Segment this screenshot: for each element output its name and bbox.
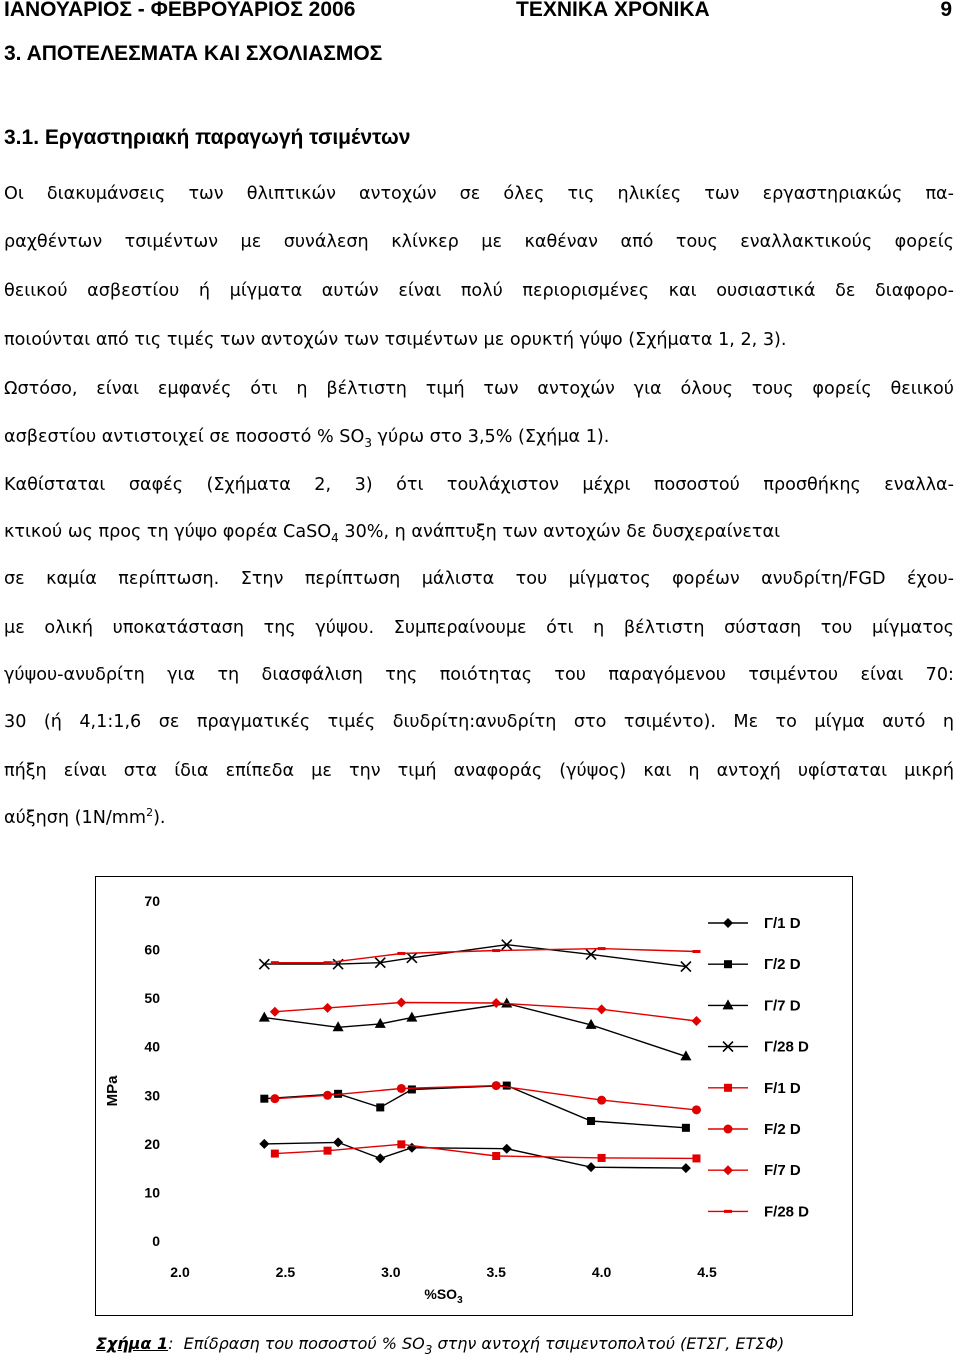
data-point	[259, 1139, 269, 1149]
x-tick-label: 2.5	[275, 1264, 296, 1280]
data-point	[492, 949, 500, 952]
body-line: ραχθέντων τσιμέντων με συνάλεση κλίνκερ με καθέναν από τους εναλλακτικούς φορείς	[4, 232, 954, 252]
strength-chart	[96, 877, 854, 1317]
data-point	[597, 1096, 606, 1105]
data-point	[492, 1081, 501, 1090]
data-point	[324, 961, 332, 964]
x-axis-title-subscript: 3	[457, 1295, 463, 1306]
y-tick-label: 70	[144, 893, 160, 909]
data-point	[376, 1103, 384, 1111]
page-number: 9	[940, 0, 952, 21]
body-line: Ωστόσο, είναι εμφανές ότι η βέλτιστη τιμή των αντοχών για όλους τους φορείς θειικού	[4, 379, 954, 399]
data-point	[323, 1091, 332, 1100]
body-line: 30 (ή 4,1:1,6 σε πραγματικές τιμές διυδρίτη:ανυδρίτη στο τσιμέντο). Με το μίγμα αυτό η	[4, 712, 954, 732]
data-point	[397, 1140, 405, 1148]
section-title: 3. ΑΠΟΤΕΛΕΣΜΑΤΑ ΚΑΙ ΣΧΟΛΙΑΣΜΟΣ	[4, 42, 383, 65]
body-text-run: ασβεστίου αντιστοιχεί σε ποσοστό % SO	[4, 427, 365, 447]
body-text-run: ).	[153, 808, 166, 828]
legend-marker	[724, 1084, 732, 1092]
data-point	[692, 1154, 700, 1162]
data-point	[271, 1150, 279, 1158]
data-point	[492, 1152, 500, 1160]
data-point	[407, 1143, 417, 1153]
issue-date: ΙΑΝΟΥΑΡΙΟΣ - ΦΕΒΡΟΥΑΡΙΟΣ 2006	[4, 0, 356, 21]
data-point	[271, 961, 279, 964]
body-text-run: κτικού ως προς τη γύψο φορέα CaSO	[4, 522, 332, 542]
legend-label: Γ/7 D	[764, 997, 801, 1015]
caption-label: Σχήμα 1	[96, 1334, 169, 1353]
caption-colon: :	[168, 1334, 174, 1353]
caption-text: Επίδραση του ποσοστού % SO	[183, 1334, 425, 1353]
body-line: γύψου-ανυδρίτη για τη διασφάλιση της ποιότητας του παραγόμενου τσιμέντου είναι 70:	[4, 665, 954, 685]
data-point	[397, 1084, 406, 1093]
data-point	[375, 1153, 385, 1163]
page-header	[4, 0, 952, 24]
legend-label: F/1 D	[764, 1079, 801, 1097]
x-tick-label: 2.0	[170, 1264, 190, 1280]
data-point	[586, 1162, 596, 1172]
data-point	[501, 997, 512, 1007]
x-axis-title	[424, 1286, 463, 1306]
data-point	[333, 1137, 343, 1147]
body-text-run: αύξηση (1N/mm	[4, 808, 147, 828]
series-line	[264, 1142, 686, 1168]
data-point	[502, 1144, 512, 1154]
legend-marker	[723, 918, 733, 928]
x-axis-title-text: %SO	[424, 1286, 458, 1302]
data-point	[259, 1012, 270, 1022]
x-tick-label: 3.0	[381, 1264, 401, 1280]
y-tick-label: 0	[152, 1233, 160, 1249]
body-text-run: γύρω στο 3,5% (Σχήμα 1).	[371, 427, 610, 447]
legend-label: F/28 D	[764, 1203, 810, 1221]
y-axis-title: MPa	[104, 1075, 121, 1107]
legend-marker	[724, 1210, 732, 1213]
legend-label: Γ/1 D	[764, 915, 801, 932]
data-point	[270, 1094, 279, 1103]
x-tick-label: 3.5	[486, 1264, 506, 1280]
y-tick-label: 50	[144, 990, 160, 1007]
series-line	[275, 949, 697, 963]
data-point	[691, 1016, 701, 1026]
data-point	[598, 1154, 606, 1162]
data-point	[598, 947, 606, 950]
caption-subscript: 3	[424, 1343, 433, 1357]
data-point	[323, 1003, 333, 1013]
data-point	[408, 1085, 416, 1093]
y-tick-label: 30	[144, 1087, 160, 1104]
figure-caption	[96, 1334, 785, 1357]
subsection-title: 3.1. Εργαστηριακή παραγωγή τσιμέντων	[4, 126, 411, 149]
chart-frame	[95, 876, 853, 1316]
data-point	[324, 1147, 332, 1155]
data-point	[503, 1082, 511, 1090]
data-point	[491, 998, 501, 1008]
body-line: σε καμία περίπτωση. Στην περίπτωση μάλιστα του μίγματος φορέων ανυδρίτη/FGD έχου-	[4, 569, 954, 589]
y-tick-label: 40	[144, 1038, 160, 1055]
series-line	[275, 1003, 697, 1022]
body-line: Καθίσταται σαφές (Σχήματα 2, 3) ότι τουλάχιστον μέχρι ποσοστού προσθήκης εναλλα-	[4, 475, 954, 495]
legend-label: Γ/2 D	[764, 956, 801, 974]
x-tick-label: 4.0	[591, 1264, 612, 1280]
data-point	[682, 1124, 690, 1132]
data-point	[396, 998, 406, 1008]
data-point	[692, 1105, 701, 1114]
data-point	[270, 1007, 280, 1017]
body-line: ποιούνται από τις τιμές των αντοχών των τσιμέντων με ορυκτή γύψο (Σχήματα 1, 2, 3).	[4, 330, 787, 350]
subscript: 3	[364, 436, 372, 450]
superscript: 2	[146, 806, 154, 819]
data-point	[397, 952, 405, 955]
body-line: Οι διακυμάνσεις των θλιπτικών αντοχών σε όλες τις ηλικίες των εργαστηριακώς πα-	[4, 184, 954, 204]
data-point	[692, 950, 700, 953]
legend-marker	[724, 1125, 733, 1134]
body-line	[4, 427, 610, 450]
data-point	[597, 1004, 607, 1014]
caption-text: στην αντοχή τσιμεντοπολτού (ΕΤΣΓ, ΕΤΣΦ)	[432, 1334, 785, 1353]
data-point	[260, 1095, 268, 1103]
legend-label: F/2 D	[764, 1121, 801, 1138]
legend-marker	[724, 960, 732, 968]
y-tick-label: 20	[144, 1135, 160, 1152]
body-line	[4, 808, 166, 828]
body-line: πήξη είναι στα ίδια επίπεδα με την τιμή αναφοράς (γύψος) και η αντοχή υφίσταται μικρή	[4, 761, 954, 781]
legend-marker	[723, 1165, 733, 1175]
journal-title: ΤΕΧΝΙΚΑ ΧΡΟΝΙΚΑ	[516, 0, 710, 21]
legend-marker	[723, 999, 734, 1009]
x-tick-label: 4.5	[697, 1264, 717, 1280]
y-tick-label: 10	[144, 1184, 160, 1201]
subscript: 4	[331, 531, 339, 545]
body-line: με ολική υποκατάσταση της γύψου. Συμπεραίνουμε ότι η βέλτιστη σύσταση του μίγματος	[4, 618, 954, 638]
data-point	[587, 1117, 595, 1125]
body-line	[4, 522, 954, 545]
data-point	[681, 1163, 691, 1173]
legend-label: Γ/28 D	[764, 1038, 809, 1056]
body-text-run: 30%, η ανάπτυξη των αντοχών δε δυσχεραίνεται	[338, 522, 781, 542]
legend-label: F/7 D	[764, 1162, 801, 1180]
y-tick-label: 60	[144, 941, 160, 958]
body-line: θειικού ασβεστίου ή μίγματα αυτών είναι πολύ περιορισμένες και ουσιαστικά δε διαφορο-	[4, 281, 954, 301]
